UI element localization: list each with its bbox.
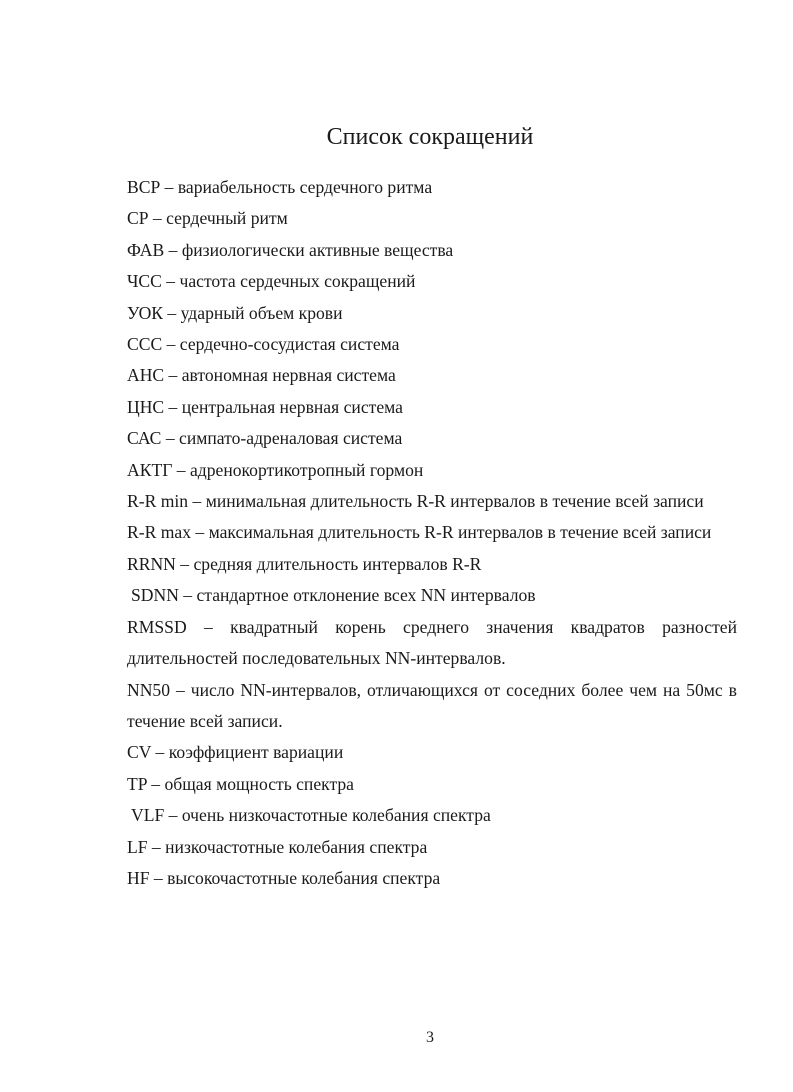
abbreviation-item: АНС – автономная нервная система [127,365,396,386]
abbreviation-item: SDNN – стандартное отклонение всех NN интервалов [131,585,536,606]
abbreviation-item: RMSSD – квадратный корень среднего значения квадратов разностей длительностей последовательных NN-интервалов. [127,616,737,669]
abbreviation-item: HF – высокочастотные колебания спектра [127,867,441,888]
abbreviation-item: СР – сердечный ритм [127,208,288,229]
abbreviation-item: LF – низкочастотные колебания спектра [127,836,428,857]
abbreviation-item: САС – симпато-адреналовая система [127,428,403,449]
abbreviation-item: R-R min – минимальная длительность R-R интервалов в течение всей записи [127,491,704,512]
page-number: 3 [426,1029,434,1046]
abbreviation-item: УОК – ударный объем крови [127,302,343,323]
abbreviation-item: RRNN – средняя длительность интервалов R-R [127,553,482,574]
abbreviation-item: ФАВ – физиологически активные вещества [127,239,454,260]
abbreviation-item: ВСР – вариабельность сердечного ритма [127,177,433,197]
abbreviation-list [127,172,737,894]
abbreviation-item: NN50 – число NN-интервалов, отличающихся от соседних более чем на 50мс в течение всей записи. [127,679,737,731]
abbreviation-item: ЦНС – центральная нервная система [127,396,403,417]
abbreviation-item: ЧСС – частота сердечных сокращений [127,271,416,292]
abbreviation-item: VLF – очень низкочастотные колебания спектра [131,805,491,826]
abbreviation-item: TP – общая мощность спектра [127,773,354,794]
abbreviation-item: ССС – сердечно-сосудистая система [127,334,400,355]
abbreviation-item: CV – коэффициент вариации [127,742,344,763]
abbreviation-item: АКТГ – адренокортикотропный гормон [127,459,424,480]
page-title: Список сокращений [326,124,534,150]
abbreviation-item: R-R max – максимальная длительность R-R интервалов в течение всей записи [127,522,712,543]
